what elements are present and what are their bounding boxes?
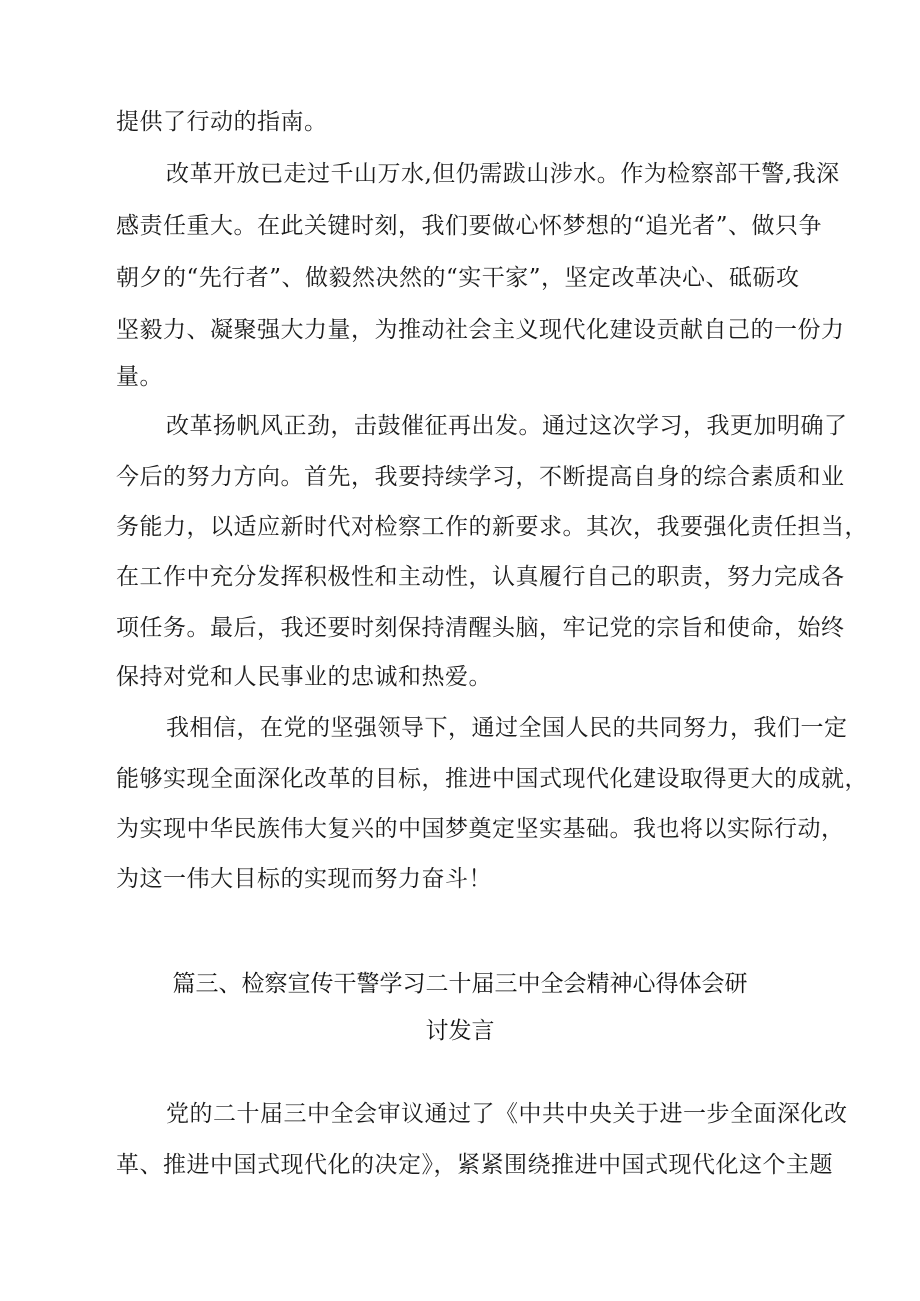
paragraph-line: 量。	[116, 364, 163, 390]
paragraph-line: 提供了行动的指南。	[116, 109, 328, 135]
section-title: 篇三、检察宣传干警学习二十届三中全会精神心得体会研	[172, 971, 748, 997]
paragraph-line: 今后的努力方向。首先，我要持续学习，不断提高自身的综合素质和业	[116, 464, 845, 490]
paragraph-line: 朝夕的“先行者”、做毅然决然的“实干家”，坚定改革决心、砥砺攻	[116, 265, 800, 291]
paragraph-line: 感责任重大。在此关键时刻，我们要做心怀梦想的“追光者”、做只争	[116, 213, 823, 239]
paragraph-line: 务能力，以适应新时代对检察工作的新要求。其次，我要强化责任担当，	[116, 514, 868, 540]
paragraph-line: 改革开放已走过千山万水,但仍需跋山涉水。作为检察部干警,我深	[166, 161, 840, 187]
paragraph-line: 革、推进中国式现代化的决定》，紧紧围绕推进中国式现代化这个主题	[116, 1152, 833, 1178]
section-title-continued: 讨发言	[425, 1018, 495, 1044]
paragraph-line: 项任务。最后，我还要时刻保持清醒头脑，牢记党的宗旨和使命，始终	[116, 615, 845, 641]
paragraph-line: 我相信，在党的坚强领导下，通过全国人民的共同努力，我们一定	[166, 715, 848, 741]
paragraph-line: 能够实现全面深化改革的目标，推进中国式现代化建设取得更大的成就，	[116, 766, 868, 792]
paragraph-line: 改革扬帆风正劲，击鼓催征再出发。通过这次学习，我更加明确了	[166, 413, 848, 439]
paragraph-line: 在工作中充分发挥积极性和主动性，认真履行自己的职责，努力完成各	[116, 564, 845, 590]
paragraph-line: 党的二十届三中全会审议通过了《中共中央关于进一步全面深化改	[166, 1101, 848, 1127]
paragraph-line: 坚毅力、凝聚强大力量，为推动社会主义现代化建设贡献自己的一份力	[116, 317, 845, 343]
paragraph-line: 为这一伟大目标的实现而努力奋斗！	[116, 866, 492, 892]
paragraph-line: 为实现中华民族伟大复兴的中国梦奠定坚实基础。我也将以实际行动，	[116, 816, 845, 842]
paragraph-line: 保持对党和人民事业的忠诚和热爱。	[116, 664, 492, 690]
